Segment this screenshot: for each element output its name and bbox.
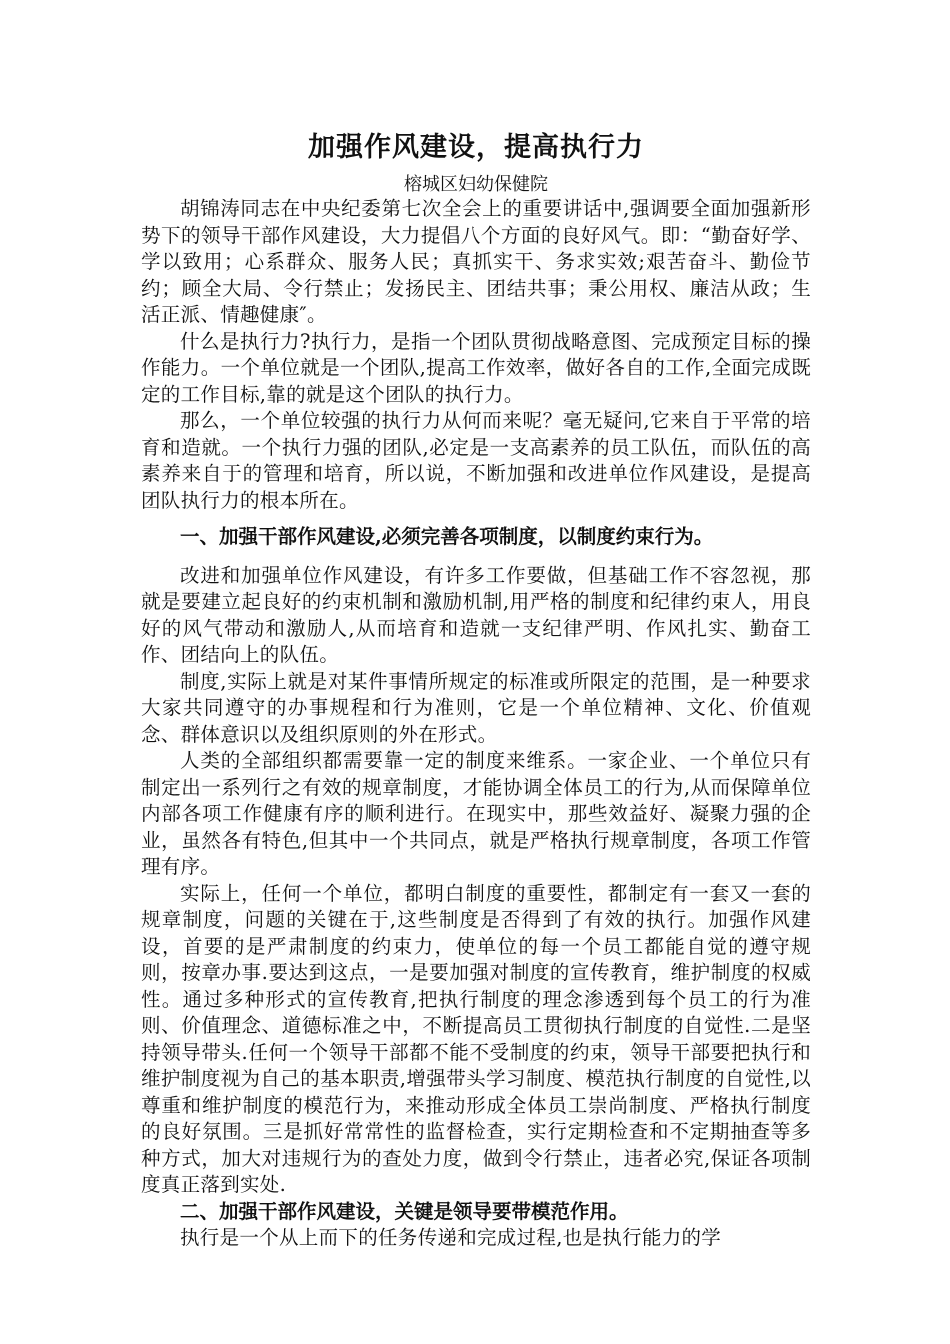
section1-heading: 一、加强干部作风建设,必须完善各项制度，以制度约束行为。	[180, 525, 714, 548]
document-author: 榕城区妇幼保健院	[404, 174, 548, 195]
section1-paragraph-2: 制度,实际上就是对某件事情所规定的标准或所限定的范围，是一种要求大家共同遵守的办事规程和行为准则，它是一个单位精神、文化、价值观念、群体意识以及组织原则的外在形式。	[141, 669, 811, 746]
section1-paragraph-3: 人类的全部组织都需要靠一定的制度来维系。一家企业、一个单位只有制定出一系列行之有效的规章制度，才能协调全体员工的行为,从而保障单位内部各项工作健康有序的顺利进行。在现实中，那些效益好、凝聚力强的企业，虽然各有特色,但其中一个共同点，就是严格执行规章制度，各项工作管理有序。	[141, 749, 811, 878]
section1-paragraph-1: 改进和加强单位作风建设，有许多工作要做，但基础工作不容忽视，那就是要建立起良好的约束机制和激励机制,用严格的制度和纪律约束人，用良好的风气带动和激励人,从而培育和造就一支纪律严明、作风扎实、勤奋工作、团结向上的队伍。	[141, 563, 811, 666]
section1-paragraph-4: 实际上，任何一个单位，都明白制度的重要性，都制定有一套又一套的规章制度，问题的关键在于,这些制度是否得到了有效的执行。加强作风建设，首要的是严肃制度的约束力，使单位的每一个员工都能自觉的遵守规则，按章办事.要达到这点，一是要加强对制度的宣传教育，维护制度的权威性。通过多种形式的宣传教育,把执行制度的理念渗透到每个员工的行为准则、价值理念、道德标准之中，不断提高员工贯彻执行制度的自觉性.二是坚持领导带头.任何一个领导干部都不能不受制度的约束，领导干部要把执行和维护制度视为自己的基本职责,增强带头学习制度、模范执行制度的自觉性,以尊重和维护制度的模范行为，来推动形成全体员工崇尚制度、严格执行制度的良好氛围。三是抓好常常性的监督检查，实行定期检查和不定期抽查等多种方式，加大对违规行为的查处力度，做到令行禁止，违者必究,保证各项制度真正落到实处.	[141, 881, 811, 1196]
document-title: 加强作风建设，提高执行力	[308, 132, 644, 163]
section2-heading: 二、加强干部作风建设，关键是领导要带模范作用。	[180, 1199, 629, 1223]
document-page	[141, 128, 811, 1252]
intro-paragraph-3: 那么，一个单位较强的执行力从何而来呢？毫无疑问,它来自于平常的培育和造就。一个执行力强的团队,必定是一支高素养的员工队伍，而队伍的高素养来自于的管理和培育，所以说，不断加强和改进单位作风建设，是提高团队执行力的根本所在。	[141, 409, 811, 512]
intro-paragraph-1: 胡锦涛同志在中央纪委第七次全会上的重要讲话中,强调要全面加强新形势下的领导干部作风建设，大力提倡八个方面的良好风气。即：“勤奋好学、学以致用；心系群众、服务人民；真抓实干、务求实效;艰苦奋斗、勤俭节约；顾全大局、令行禁止；发扬民主、团结共事；秉公用权、廉洁从政；生活正派、情趣健康″。	[141, 197, 811, 326]
intro-paragraph-2: 什么是执行力?执行力，是指一个团队贯彻战略意图、完成预定目标的操作能力。一个单位就是一个团队,提高工作效率，做好各自的工作,全面完成既定的工作目标,靠的就是这个团队的执行力。	[141, 329, 811, 406]
section2-paragraph-1: 执行是一个从上而下的任务传递和完成过程,也是执行能力的学	[180, 1226, 722, 1249]
